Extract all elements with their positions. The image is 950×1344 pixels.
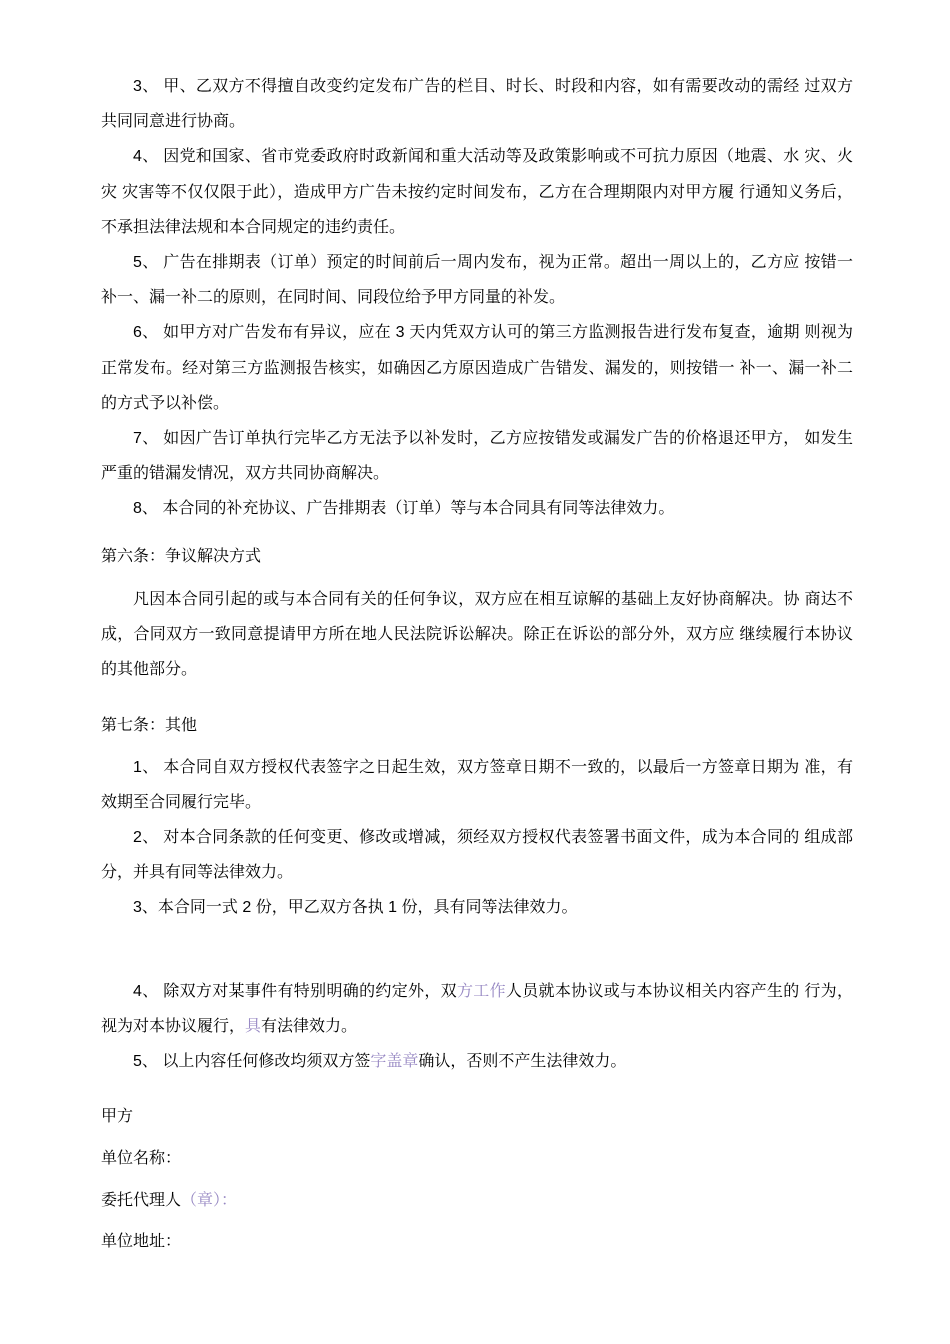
section-7-heading [101, 708, 853, 743]
text-run: 5、 广告在排期表（订单）预定的时间前后一周内发布，视为正常。超出一周以上的，乙方应 按错一补一、漏一补二的原则，在同时间、同段位给予甲方同量的补发。 [101, 254, 853, 307]
company-name-label [101, 1141, 853, 1176]
text-run: 有法律效力。 [261, 1017, 358, 1035]
clause-5-item-8 [101, 491, 853, 526]
clause-7-item-3 [101, 890, 853, 925]
clause-7-item-4 [101, 974, 853, 1044]
document-body [101, 69, 853, 1259]
party-a-label [101, 1099, 853, 1134]
clause-5-item-5 [101, 245, 853, 315]
text-run: 2、 对本合同条款的任何变更、修改或增减，须经双方授权代表签署书面文件，成为本合同的 组成部分，并具有同等法律效力。 [101, 829, 853, 882]
text-run: 7、 如因广告订单执行完毕乙方无法予以补发时，乙方应按错发或漏发广告的价格退还甲方， 如发生严重的错漏发情况，双方共同协商解决。 [101, 430, 853, 483]
text-run: 甲方 [101, 1108, 134, 1126]
text-run: 3、 甲、乙双方不得擅自改变约定发布广告的栏目、时长、时段和内容，如有需要改动的需经 过双方共同同意进行协商。 [101, 78, 853, 131]
accent-text-run: （章）： [181, 1191, 238, 1209]
text-run: 1、 本合同自双方授权代表签字之日起生效，双方签章日期不一致的，以最后一方签章日期为 准，有效期至合同履行完毕。 [101, 758, 853, 811]
text-run: 单位地址： [101, 1232, 182, 1250]
accent-text-run: 字盖章 [370, 1053, 419, 1071]
company-address-label [101, 1224, 853, 1259]
authorized-agent-seal-label [101, 1183, 853, 1218]
text-run: 第七条：其他 [101, 717, 198, 735]
text-run: 5、 以上内容任何修改均须双方签 [133, 1053, 371, 1071]
clause-5-item-6 [101, 315, 853, 421]
text-run: 3、本合同一式 2 份，甲乙双方各执 1 份，具有同等法律效力。 [133, 899, 578, 917]
text-run: 凡因本合同引起的或与本合同有关的任何争议，双方应在相互谅解的基础上友好协商解决。协 商达不成，合同双方一致同意提请甲方所在地人民法院诉讼解决。除正在诉讼的部分外，双方应 继续履行本协议的其他部分。 [101, 590, 853, 679]
text-run: 8、 本合同的补充协议、广告排期表（订单）等与本合同具有同等法律效力。 [133, 500, 675, 518]
clause-7-item-1 [101, 750, 853, 820]
section-6-heading [101, 539, 853, 574]
text-run: 6、 如甲方对广告发布有异议，应在 3 天内凭双方认可的第三方监测报告进行发布复查，逾期 则视为正常发布。经对第三方监测报告核实，如确因乙方原因造成广告错发、漏发的，则按错一 补一、漏一补二的方式予以补偿。 [101, 324, 853, 412]
clause-7-item-2 [101, 820, 853, 890]
text-run: 确认，否则不产生法律效力。 [418, 1053, 627, 1071]
clause-5-item-3 [101, 69, 853, 139]
text-run: 单位名称： [101, 1150, 182, 1168]
section-6-dispute-paragraph [101, 582, 853, 688]
clause-5-item-4 [101, 139, 853, 245]
clause-5-item-7 [101, 421, 853, 491]
clause-7-item-5 [101, 1044, 853, 1079]
accent-text-run: 方工作 [456, 982, 506, 1000]
text-run: 第六条：争议解决方式 [101, 547, 262, 565]
text-run: 人员就本协议或与本协议相关内容产生的 行为，视为对本协议履行， [101, 982, 853, 1035]
accent-text-run: 具 [245, 1017, 262, 1035]
text-run: 4、 除双方对某事件有特别明确的约定外，双 [133, 982, 457, 1000]
text-run: 4、 因党和国家、省市党委政府时政新闻和重大活动等及政策影响或不可抗力原因（地震、水 灾、火灾 灾害等不仅仅限于此），造成甲方广告未按约定时间发布，乙方在合理期限内对甲方履 行通知义务后，不承担法律法规和本合同规定的违约责任。 [101, 148, 853, 236]
text-run: 委托代理人 [101, 1191, 182, 1209]
